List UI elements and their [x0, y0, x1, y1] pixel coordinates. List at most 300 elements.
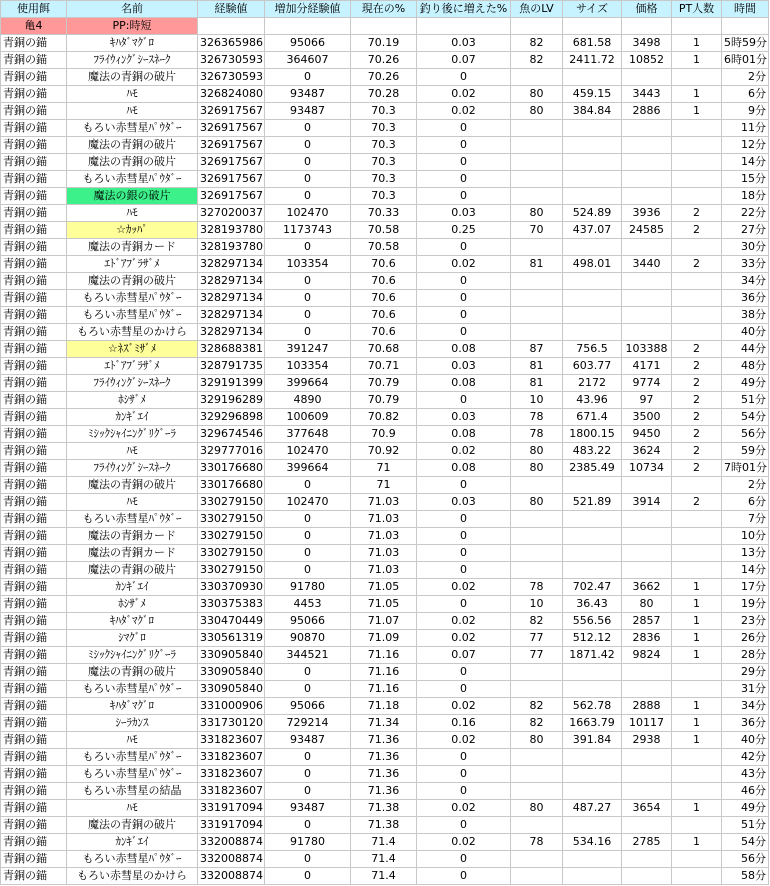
- cell-exp[interactable]: 326917567: [198, 120, 265, 137]
- cell-percent-increase[interactable]: 0.03: [417, 35, 511, 52]
- cell-price[interactable]: 9450: [622, 426, 672, 443]
- cell-bait[interactable]: 青銅の錨: [1, 171, 67, 188]
- cell-time[interactable]: 36分: [722, 290, 769, 307]
- cell-time[interactable]: 54分: [722, 834, 769, 851]
- cell-size[interactable]: 36.43: [563, 596, 622, 613]
- cell-exp-gain[interactable]: 100609: [265, 409, 351, 426]
- cell-party-size[interactable]: 2: [672, 460, 722, 477]
- cell-size[interactable]: 756.5: [563, 341, 622, 358]
- cell-fish-level[interactable]: 80: [511, 103, 563, 120]
- cell-size[interactable]: [563, 69, 622, 86]
- cell-fish-level[interactable]: 77: [511, 630, 563, 647]
- cell-price[interactable]: [622, 868, 672, 885]
- cell-bait[interactable]: 青銅の錨: [1, 681, 67, 698]
- cell-fish-level[interactable]: [511, 664, 563, 681]
- cell-percent-increase[interactable]: 0: [417, 392, 511, 409]
- cell-fish-name[interactable]: ｴﾄﾞｱﾌﾞﾗｻﾞﾒ: [67, 256, 198, 273]
- cell-exp[interactable]: 330375383: [198, 596, 265, 613]
- cell-size[interactable]: [563, 783, 622, 800]
- cell-percent-increase[interactable]: 0: [417, 681, 511, 698]
- cell-current-percent[interactable]: 70.28: [351, 86, 417, 103]
- cell-time[interactable]: 49分: [722, 800, 769, 817]
- cell-bait[interactable]: 青銅の錨: [1, 69, 67, 86]
- cell-price[interactable]: [622, 681, 672, 698]
- cell-exp-gain[interactable]: 0: [265, 766, 351, 783]
- cell-current-percent[interactable]: 71.03: [351, 511, 417, 528]
- cell-fish-name[interactable]: 魔法の青銅の破片: [67, 154, 198, 171]
- cell-time[interactable]: 51分: [722, 392, 769, 409]
- cell-time[interactable]: 34分: [722, 273, 769, 290]
- cell-current-percent[interactable]: 70.19: [351, 35, 417, 52]
- cell-exp-gain[interactable]: 103354: [265, 358, 351, 375]
- cell-fish-level[interactable]: [511, 545, 563, 562]
- cell-bait[interactable]: 青銅の錨: [1, 698, 67, 715]
- cell-party-size[interactable]: 1: [672, 35, 722, 52]
- cell-time[interactable]: 2分: [722, 69, 769, 86]
- cell-exp[interactable]: 326730593: [198, 69, 265, 86]
- cell-size[interactable]: 483.22: [563, 443, 622, 460]
- cell-exp-gain[interactable]: 0: [265, 477, 351, 494]
- cell-current-percent[interactable]: 71.05: [351, 579, 417, 596]
- cell-price[interactable]: [622, 749, 672, 766]
- header-bait[interactable]: 使用餌: [1, 1, 67, 18]
- cell-exp-gain[interactable]: 0: [265, 188, 351, 205]
- cell-exp-gain[interactable]: 0: [265, 681, 351, 698]
- cell-fish-level[interactable]: 78: [511, 579, 563, 596]
- cell-exp[interactable]: 331823607: [198, 749, 265, 766]
- cell-fish-name[interactable]: もろい赤彗星のかけら: [67, 324, 198, 341]
- cell-percent-increase[interactable]: 0: [417, 137, 511, 154]
- cell-party-size[interactable]: [672, 511, 722, 528]
- cell-exp[interactable]: 331000906: [198, 698, 265, 715]
- cell-fish-name[interactable]: ﾐｼｯｸｼｬｲﾆﾝｸﾞﾘｸﾞｰﾗ: [67, 426, 198, 443]
- cell-fish-name[interactable]: ｶﾝｷﾞｴｲ: [67, 579, 198, 596]
- cell-party-size[interactable]: 1: [672, 103, 722, 120]
- cell-time[interactable]: 7分: [722, 511, 769, 528]
- cell-current-percent[interactable]: 71.16: [351, 664, 417, 681]
- cell-time[interactable]: 30分: [722, 239, 769, 256]
- cell-current-percent[interactable]: 70.58: [351, 239, 417, 256]
- cell-exp-gain[interactable]: 95066: [265, 698, 351, 715]
- cell-price[interactable]: [622, 766, 672, 783]
- info-turtle-cell[interactable]: 亀4: [1, 18, 67, 35]
- cell-party-size[interactable]: 2: [672, 358, 722, 375]
- cell-party-size[interactable]: [672, 477, 722, 494]
- cell-time[interactable]: 43分: [722, 766, 769, 783]
- cell-size[interactable]: 2411.72: [563, 52, 622, 69]
- cell-price[interactable]: [622, 783, 672, 800]
- cell-fish-name[interactable]: 魔法の銀の破片: [67, 188, 198, 205]
- cell-size[interactable]: 562.78: [563, 698, 622, 715]
- info-pp-cell[interactable]: PP:時短: [67, 18, 198, 35]
- cell-party-size[interactable]: 2: [672, 341, 722, 358]
- cell-size[interactable]: 681.58: [563, 35, 622, 52]
- cell-exp[interactable]: 330279150: [198, 562, 265, 579]
- cell-size[interactable]: [563, 681, 622, 698]
- cell-size[interactable]: [563, 290, 622, 307]
- cell-bait[interactable]: 青銅の錨: [1, 307, 67, 324]
- cell-percent-increase[interactable]: 0: [417, 749, 511, 766]
- cell-size[interactable]: 702.47: [563, 579, 622, 596]
- cell-exp[interactable]: 326917567: [198, 137, 265, 154]
- cell-current-percent[interactable]: 70.71: [351, 358, 417, 375]
- cell-time[interactable]: 14分: [722, 562, 769, 579]
- cell-fish-name[interactable]: 魔法の青銅カード: [67, 528, 198, 545]
- cell-price[interactable]: 9774: [622, 375, 672, 392]
- cell-fish-level[interactable]: 78: [511, 426, 563, 443]
- cell-percent-increase[interactable]: 0.02: [417, 698, 511, 715]
- header-price[interactable]: 価格: [622, 1, 672, 18]
- cell-fish-level[interactable]: 82: [511, 52, 563, 69]
- empty-cell[interactable]: [563, 18, 622, 35]
- cell-party-size[interactable]: [672, 188, 722, 205]
- cell-current-percent[interactable]: 70.6: [351, 307, 417, 324]
- cell-party-size[interactable]: 2: [672, 222, 722, 239]
- cell-bait[interactable]: 青銅の錨: [1, 783, 67, 800]
- cell-price[interactable]: [622, 324, 672, 341]
- cell-exp[interactable]: 330279150: [198, 545, 265, 562]
- cell-percent-increase[interactable]: 0: [417, 545, 511, 562]
- cell-time[interactable]: 18分: [722, 188, 769, 205]
- cell-fish-name[interactable]: ﾊﾓ: [67, 103, 198, 120]
- header-name[interactable]: 名前: [67, 1, 198, 18]
- cell-time[interactable]: 28分: [722, 647, 769, 664]
- cell-time[interactable]: 40分: [722, 324, 769, 341]
- cell-exp-gain[interactable]: 1173743: [265, 222, 351, 239]
- cell-exp-gain[interactable]: 0: [265, 290, 351, 307]
- cell-fish-name[interactable]: ﾌﾗｲｳｨﾝｸﾞｼｰｽﾈｰｸ: [67, 460, 198, 477]
- cell-exp[interactable]: 329191399: [198, 375, 265, 392]
- cell-size[interactable]: 524.89: [563, 205, 622, 222]
- cell-fish-level[interactable]: [511, 154, 563, 171]
- cell-time[interactable]: 33分: [722, 256, 769, 273]
- cell-fish-level[interactable]: [511, 171, 563, 188]
- cell-size[interactable]: [563, 307, 622, 324]
- cell-fish-level[interactable]: 70: [511, 222, 563, 239]
- cell-size[interactable]: 437.07: [563, 222, 622, 239]
- cell-time[interactable]: 48分: [722, 358, 769, 375]
- cell-fish-level[interactable]: [511, 817, 563, 834]
- cell-bait[interactable]: 青銅の錨: [1, 494, 67, 511]
- cell-price[interactable]: [622, 851, 672, 868]
- cell-size[interactable]: 384.84: [563, 103, 622, 120]
- cell-current-percent[interactable]: 70.82: [351, 409, 417, 426]
- cell-time[interactable]: 6時01分: [722, 52, 769, 69]
- cell-price[interactable]: 2886: [622, 103, 672, 120]
- cell-fish-name[interactable]: ﾊﾓ: [67, 732, 198, 749]
- cell-current-percent[interactable]: 71.07: [351, 613, 417, 630]
- cell-price[interactable]: 97: [622, 392, 672, 409]
- cell-price[interactable]: 3500: [622, 409, 672, 426]
- cell-time[interactable]: 14分: [722, 154, 769, 171]
- cell-exp-gain[interactable]: 364607: [265, 52, 351, 69]
- cell-exp[interactable]: 329296898: [198, 409, 265, 426]
- cell-size[interactable]: [563, 528, 622, 545]
- cell-exp-gain[interactable]: 95066: [265, 613, 351, 630]
- cell-bait[interactable]: 青銅の錨: [1, 477, 67, 494]
- cell-party-size[interactable]: 1: [672, 698, 722, 715]
- cell-current-percent[interactable]: 70.9: [351, 426, 417, 443]
- cell-exp-gain[interactable]: 399664: [265, 375, 351, 392]
- cell-exp[interactable]: 326365986: [198, 35, 265, 52]
- cell-current-percent[interactable]: 70.6: [351, 256, 417, 273]
- cell-time[interactable]: 31分: [722, 681, 769, 698]
- header-exp-gain[interactable]: 増加分経験値: [265, 1, 351, 18]
- cell-size[interactable]: [563, 324, 622, 341]
- cell-exp-gain[interactable]: 93487: [265, 103, 351, 120]
- cell-exp[interactable]: 330176680: [198, 460, 265, 477]
- cell-size[interactable]: 498.01: [563, 256, 622, 273]
- cell-fish-level[interactable]: [511, 477, 563, 494]
- cell-size[interactable]: [563, 817, 622, 834]
- cell-fish-level[interactable]: [511, 511, 563, 528]
- cell-bait[interactable]: 青銅の錨: [1, 205, 67, 222]
- cell-price[interactable]: 80: [622, 596, 672, 613]
- cell-percent-increase[interactable]: 0: [417, 477, 511, 494]
- cell-party-size[interactable]: 1: [672, 732, 722, 749]
- cell-fish-name[interactable]: ﾎｼｻﾞﾒ: [67, 596, 198, 613]
- cell-percent-increase[interactable]: 0.07: [417, 647, 511, 664]
- cell-size[interactable]: [563, 171, 622, 188]
- cell-percent-increase[interactable]: 0: [417, 664, 511, 681]
- cell-party-size[interactable]: [672, 528, 722, 545]
- cell-fish-name[interactable]: ﾌﾗｲｳｨﾝｸﾞｼｰｽﾈｰｸ: [67, 52, 198, 69]
- cell-size[interactable]: 43.96: [563, 392, 622, 409]
- cell-current-percent[interactable]: 71.34: [351, 715, 417, 732]
- cell-fish-name[interactable]: もろい赤彗星ﾊﾟｳﾀﾞｰ: [67, 307, 198, 324]
- cell-party-size[interactable]: 1: [672, 52, 722, 69]
- cell-price[interactable]: 3914: [622, 494, 672, 511]
- cell-price[interactable]: [622, 528, 672, 545]
- cell-fish-level[interactable]: 81: [511, 256, 563, 273]
- cell-percent-increase[interactable]: 0: [417, 528, 511, 545]
- cell-size[interactable]: [563, 137, 622, 154]
- cell-time[interactable]: 12分: [722, 137, 769, 154]
- cell-exp[interactable]: 330279150: [198, 494, 265, 511]
- cell-exp[interactable]: 327020037: [198, 205, 265, 222]
- cell-fish-level[interactable]: 80: [511, 494, 563, 511]
- cell-bait[interactable]: 青銅の錨: [1, 664, 67, 681]
- cell-party-size[interactable]: [672, 137, 722, 154]
- cell-percent-increase[interactable]: 0: [417, 154, 511, 171]
- cell-current-percent[interactable]: 71.36: [351, 766, 417, 783]
- cell-exp-gain[interactable]: 102470: [265, 205, 351, 222]
- cell-bait[interactable]: 青銅の錨: [1, 749, 67, 766]
- cell-fish-level[interactable]: 82: [511, 613, 563, 630]
- cell-party-size[interactable]: 2: [672, 375, 722, 392]
- cell-exp[interactable]: 328297134: [198, 290, 265, 307]
- cell-party-size[interactable]: 1: [672, 630, 722, 647]
- cell-bait[interactable]: 青銅の錨: [1, 86, 67, 103]
- cell-exp[interactable]: 329196289: [198, 392, 265, 409]
- cell-exp-gain[interactable]: 0: [265, 749, 351, 766]
- cell-size[interactable]: [563, 239, 622, 256]
- header-size[interactable]: サイズ: [563, 1, 622, 18]
- cell-fish-name[interactable]: もろい赤彗星の結晶: [67, 783, 198, 800]
- cell-exp[interactable]: 332008874: [198, 868, 265, 885]
- cell-size[interactable]: [563, 545, 622, 562]
- cell-current-percent[interactable]: 71.4: [351, 834, 417, 851]
- cell-price[interactable]: 2888: [622, 698, 672, 715]
- cell-percent-increase[interactable]: 0: [417, 562, 511, 579]
- cell-exp[interactable]: 328791735: [198, 358, 265, 375]
- cell-fish-level[interactable]: 80: [511, 732, 563, 749]
- cell-time[interactable]: 26分: [722, 630, 769, 647]
- cell-price[interactable]: 2938: [622, 732, 672, 749]
- cell-time[interactable]: 56分: [722, 851, 769, 868]
- cell-time[interactable]: 59分: [722, 443, 769, 460]
- cell-exp-gain[interactable]: 90870: [265, 630, 351, 647]
- cell-current-percent[interactable]: 71: [351, 460, 417, 477]
- cell-party-size[interactable]: [672, 664, 722, 681]
- cell-current-percent[interactable]: 70.3: [351, 154, 417, 171]
- cell-fish-name[interactable]: もろい赤彗星ﾊﾟｳﾀﾞｰ: [67, 681, 198, 698]
- cell-fish-name[interactable]: 魔法の青銅カード: [67, 239, 198, 256]
- cell-exp-gain[interactable]: 102470: [265, 494, 351, 511]
- cell-percent-increase[interactable]: 0.02: [417, 834, 511, 851]
- cell-time[interactable]: 22分: [722, 205, 769, 222]
- cell-percent-increase[interactable]: 0.03: [417, 205, 511, 222]
- cell-price[interactable]: 3624: [622, 443, 672, 460]
- cell-fish-level[interactable]: 82: [511, 698, 563, 715]
- cell-exp-gain[interactable]: 102470: [265, 443, 351, 460]
- cell-percent-increase[interactable]: 0.02: [417, 86, 511, 103]
- cell-percent-increase[interactable]: 0: [417, 596, 511, 613]
- cell-size[interactable]: [563, 273, 622, 290]
- cell-current-percent[interactable]: 71.38: [351, 800, 417, 817]
- cell-time[interactable]: 6分: [722, 494, 769, 511]
- cell-price[interactable]: 10117: [622, 715, 672, 732]
- cell-bait[interactable]: 青銅の錨: [1, 392, 67, 409]
- empty-cell[interactable]: [511, 18, 563, 35]
- cell-current-percent[interactable]: 71.36: [351, 749, 417, 766]
- cell-exp[interactable]: 328297134: [198, 307, 265, 324]
- cell-party-size[interactable]: [672, 545, 722, 562]
- cell-exp[interactable]: 326917567: [198, 154, 265, 171]
- cell-size[interactable]: 671.4: [563, 409, 622, 426]
- cell-percent-increase[interactable]: 0: [417, 120, 511, 137]
- cell-size[interactable]: [563, 120, 622, 137]
- cell-exp-gain[interactable]: 0: [265, 307, 351, 324]
- cell-percent-increase[interactable]: 0: [417, 324, 511, 341]
- cell-time[interactable]: 38分: [722, 307, 769, 324]
- cell-size[interactable]: [563, 749, 622, 766]
- cell-exp[interactable]: 328193780: [198, 222, 265, 239]
- cell-current-percent[interactable]: 70.6: [351, 324, 417, 341]
- cell-time[interactable]: 51分: [722, 817, 769, 834]
- cell-exp-gain[interactable]: 0: [265, 239, 351, 256]
- cell-percent-increase[interactable]: 0.02: [417, 800, 511, 817]
- cell-exp[interactable]: 332008874: [198, 834, 265, 851]
- cell-bait[interactable]: 青銅の錨: [1, 426, 67, 443]
- cell-bait[interactable]: 青銅の錨: [1, 630, 67, 647]
- cell-percent-increase[interactable]: 0.08: [417, 460, 511, 477]
- cell-percent-increase[interactable]: 0: [417, 817, 511, 834]
- cell-price[interactable]: [622, 239, 672, 256]
- cell-party-size[interactable]: 1: [672, 596, 722, 613]
- cell-party-size[interactable]: [672, 562, 722, 579]
- cell-percent-increase[interactable]: 0.03: [417, 409, 511, 426]
- cell-fish-level[interactable]: 80: [511, 86, 563, 103]
- cell-percent-increase[interactable]: 0: [417, 307, 511, 324]
- cell-current-percent[interactable]: 71.03: [351, 545, 417, 562]
- cell-fish-level[interactable]: [511, 562, 563, 579]
- cell-fish-name[interactable]: 魔法の青銅カード: [67, 545, 198, 562]
- cell-fish-name[interactable]: ｷﾊﾀﾞﾏｸﾞﾛ: [67, 613, 198, 630]
- cell-time[interactable]: 44分: [722, 341, 769, 358]
- cell-time[interactable]: 56分: [722, 426, 769, 443]
- cell-party-size[interactable]: [672, 868, 722, 885]
- cell-current-percent[interactable]: 71.36: [351, 732, 417, 749]
- cell-current-percent[interactable]: 71.03: [351, 562, 417, 579]
- cell-time[interactable]: 10分: [722, 528, 769, 545]
- cell-party-size[interactable]: 1: [672, 579, 722, 596]
- cell-time[interactable]: 49分: [722, 375, 769, 392]
- cell-fish-level[interactable]: 87: [511, 341, 563, 358]
- cell-exp-gain[interactable]: 399664: [265, 460, 351, 477]
- cell-current-percent[interactable]: 71.4: [351, 851, 417, 868]
- cell-fish-level[interactable]: [511, 868, 563, 885]
- cell-fish-level[interactable]: [511, 324, 563, 341]
- cell-exp[interactable]: 328193780: [198, 239, 265, 256]
- cell-exp-gain[interactable]: 4453: [265, 596, 351, 613]
- cell-exp-gain[interactable]: 0: [265, 545, 351, 562]
- cell-exp-gain[interactable]: 0: [265, 783, 351, 800]
- cell-time[interactable]: 9分: [722, 103, 769, 120]
- cell-price[interactable]: 3662: [622, 579, 672, 596]
- cell-bait[interactable]: 青銅の錨: [1, 613, 67, 630]
- cell-percent-increase[interactable]: 0: [417, 239, 511, 256]
- cell-percent-increase[interactable]: 0.08: [417, 341, 511, 358]
- cell-exp-gain[interactable]: 0: [265, 120, 351, 137]
- cell-party-size[interactable]: [672, 307, 722, 324]
- cell-price[interactable]: 3443: [622, 86, 672, 103]
- cell-party-size[interactable]: 1: [672, 834, 722, 851]
- cell-size[interactable]: 521.89: [563, 494, 622, 511]
- cell-current-percent[interactable]: 70.3: [351, 120, 417, 137]
- cell-fish-name[interactable]: ｷﾊﾀﾞﾏｸﾞﾛ: [67, 698, 198, 715]
- cell-exp-gain[interactable]: 0: [265, 511, 351, 528]
- cell-exp-gain[interactable]: 0: [265, 171, 351, 188]
- cell-exp[interactable]: 330905840: [198, 664, 265, 681]
- cell-time[interactable]: 19分: [722, 596, 769, 613]
- header-percent-increase[interactable]: 釣り後に増えた%: [417, 1, 511, 18]
- cell-party-size[interactable]: [672, 783, 722, 800]
- cell-fish-name[interactable]: もろい赤彗星のかけら: [67, 868, 198, 885]
- cell-party-size[interactable]: [672, 154, 722, 171]
- cell-fish-name[interactable]: ｴﾄﾞｱﾌﾞﾗｻﾞﾒ: [67, 358, 198, 375]
- cell-fish-level[interactable]: 82: [511, 715, 563, 732]
- cell-exp-gain[interactable]: 0: [265, 324, 351, 341]
- cell-exp[interactable]: 326917567: [198, 188, 265, 205]
- cell-exp[interactable]: 330279150: [198, 511, 265, 528]
- cell-percent-increase[interactable]: 0.08: [417, 426, 511, 443]
- cell-bait[interactable]: 青銅の錨: [1, 834, 67, 851]
- empty-cell[interactable]: [722, 18, 769, 35]
- cell-bait[interactable]: 青銅の錨: [1, 358, 67, 375]
- cell-bait[interactable]: 青銅の錨: [1, 545, 67, 562]
- cell-party-size[interactable]: [672, 273, 722, 290]
- cell-time[interactable]: 17分: [722, 579, 769, 596]
- cell-exp-gain[interactable]: 0: [265, 664, 351, 681]
- cell-size[interactable]: 391.84: [563, 732, 622, 749]
- cell-party-size[interactable]: [672, 681, 722, 698]
- cell-percent-increase[interactable]: 0.02: [417, 103, 511, 120]
- cell-price[interactable]: 10852: [622, 52, 672, 69]
- cell-current-percent[interactable]: 70.79: [351, 392, 417, 409]
- cell-party-size[interactable]: 1: [672, 715, 722, 732]
- cell-fish-level[interactable]: 80: [511, 443, 563, 460]
